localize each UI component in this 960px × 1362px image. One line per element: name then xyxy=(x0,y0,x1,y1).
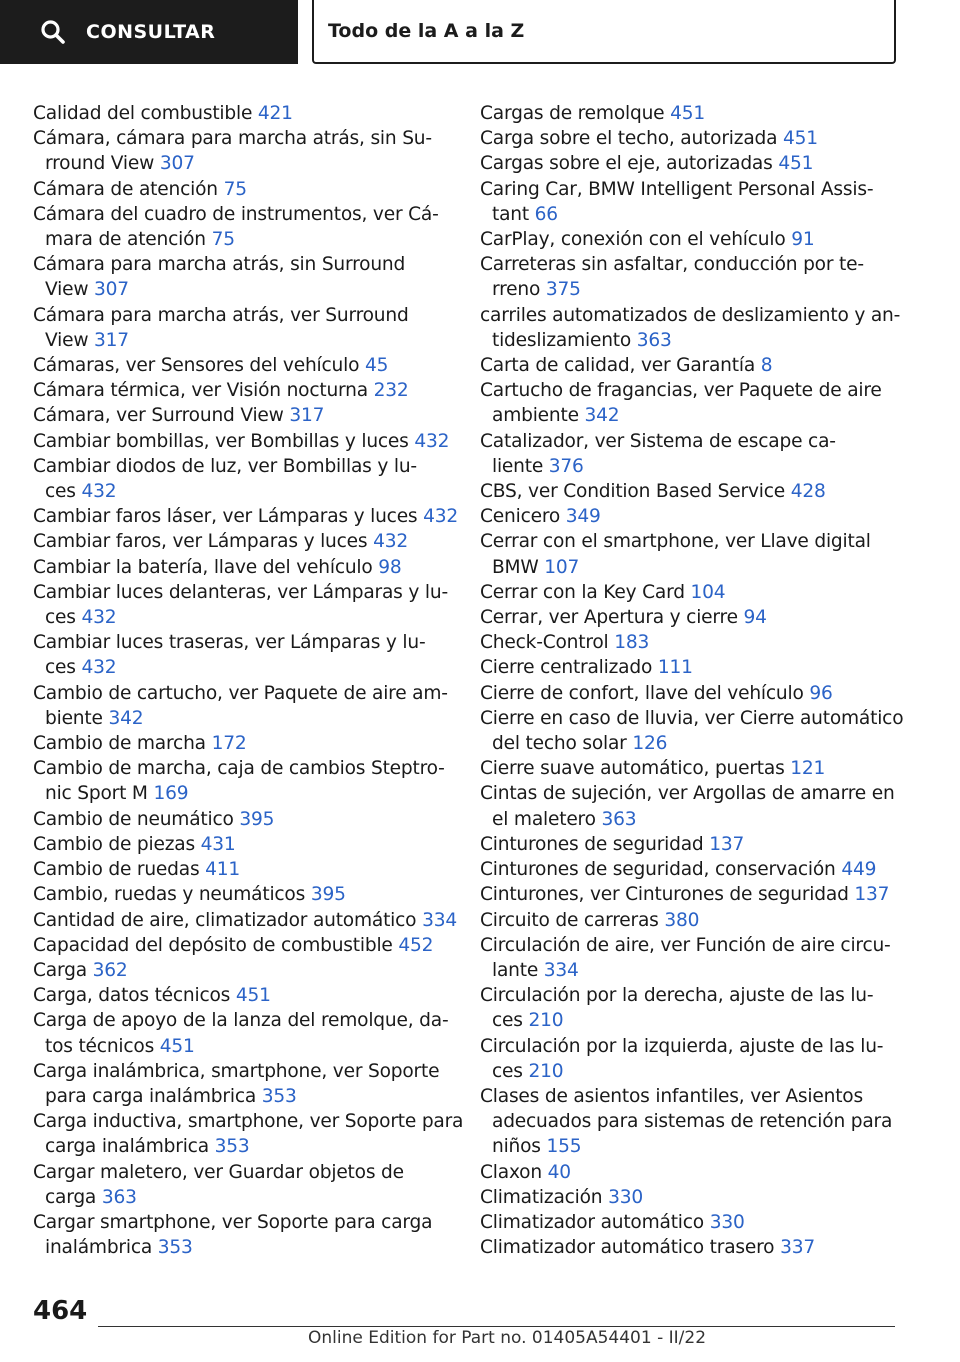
index-entry xyxy=(480,151,900,176)
index-entry xyxy=(480,101,900,126)
index-entry xyxy=(33,681,453,731)
index-entry xyxy=(480,1084,900,1160)
page-reference-link[interactable]: 451 xyxy=(670,103,705,124)
page-reference-link[interactable]: 334 xyxy=(422,909,457,931)
index-entry-text: liente xyxy=(492,455,549,477)
page-reference-link[interactable]: 126 xyxy=(632,733,668,755)
index-entry-text: Cambiar diodos de luz, ver Bombillas y lu- xyxy=(33,455,417,477)
page-reference-link[interactable]: 375 xyxy=(545,279,581,301)
page-reference-link[interactable]: 210 xyxy=(528,1060,564,1082)
page-reference-link[interactable]: 104 xyxy=(690,581,726,603)
page-reference-link[interactable]: 107 xyxy=(544,556,580,578)
page-reference-link[interactable]: 376 xyxy=(548,455,584,477)
index-entry xyxy=(33,303,453,353)
index-entry xyxy=(480,580,900,605)
index-entry xyxy=(33,101,453,126)
page-reference-link[interactable]: 353 xyxy=(214,1136,250,1158)
index-entry xyxy=(480,1034,900,1084)
index-entry-text: Climatizador automático xyxy=(480,1211,710,1233)
index-entry-text: rround View xyxy=(45,153,160,175)
index-entry xyxy=(33,983,453,1008)
index-entry-text: Circulación por la izquierda, ajuste de las lu- xyxy=(480,1035,884,1057)
index-entry xyxy=(480,252,900,302)
index-entry-text: Clases de asientos infantiles, ver Asientos xyxy=(480,1085,863,1107)
index-entry xyxy=(480,378,900,428)
index-entry-text: Cámara, ver Surround View xyxy=(33,405,290,427)
index-entry-text: Cámaras, ver Sensores del vehículo xyxy=(33,355,365,377)
index-entry-text: View xyxy=(45,329,95,351)
index-entry-text: carga inalámbrica xyxy=(45,1136,215,1158)
index-entry xyxy=(33,756,453,806)
index-entry xyxy=(33,731,453,756)
index-entry-text: Circulación por la derecha, ajuste de las lu- xyxy=(480,985,874,1007)
index-entry xyxy=(33,177,453,202)
index-entry xyxy=(33,555,453,580)
index-entry-text: Carga, datos técnicos xyxy=(33,985,236,1007)
index-entry xyxy=(480,630,900,655)
index-entry-text: Cámara para marcha atrás, sin Surround xyxy=(33,254,406,276)
index-entry xyxy=(480,353,900,378)
index-entry xyxy=(33,403,453,428)
index-entry-text: Cierre de confort, llave del vehículo xyxy=(480,682,810,704)
index-entry xyxy=(33,252,453,302)
index-entry xyxy=(480,756,900,781)
index-entry xyxy=(33,580,453,630)
index-entry xyxy=(33,378,453,403)
index-entry xyxy=(33,1160,453,1210)
index-entry xyxy=(33,933,453,958)
page-reference-link[interactable]: 137 xyxy=(709,833,745,855)
index-entry xyxy=(480,655,900,680)
index-entry-text: Cámara para marcha atrás, ver Surround xyxy=(33,304,409,326)
search-icon xyxy=(40,19,66,45)
index-entry xyxy=(480,227,900,252)
index-entry xyxy=(480,1210,900,1235)
index-entry xyxy=(33,908,457,933)
index-entry-text: ces xyxy=(45,481,82,503)
index-entry-text: Cambiar la batería, llave del vehículo xyxy=(33,556,379,578)
index-entry xyxy=(480,882,900,907)
index-entry-text: tideslizamiento xyxy=(492,329,637,351)
page-reference-link[interactable]: 155 xyxy=(546,1136,582,1158)
page-reference-link[interactable]: 121 xyxy=(790,758,826,780)
page-reference-link[interactable]: 363 xyxy=(601,808,637,830)
index-entry xyxy=(480,1160,900,1185)
index-entry xyxy=(33,630,453,680)
index-entry xyxy=(33,1210,453,1260)
index-entry xyxy=(480,429,900,479)
index-column-right xyxy=(480,101,904,1260)
index-entry xyxy=(480,781,900,831)
page-reference-link[interactable]: 40 xyxy=(547,1161,571,1183)
index-entry-text: Climatización xyxy=(480,1186,609,1208)
index-entry xyxy=(33,807,453,832)
page-reference-link[interactable]: 452 xyxy=(398,934,434,956)
index-column-left xyxy=(33,101,464,1260)
index-entry-text: carriles automatizados de deslizamiento y an- xyxy=(480,304,901,326)
index-entry-text: Check-Control xyxy=(480,632,615,654)
index-entry-text: para carga inalámbrica xyxy=(45,1085,262,1107)
index-entry xyxy=(33,857,453,882)
page-number: 464 xyxy=(33,1296,88,1326)
page-reference-link[interactable]: 432 xyxy=(414,430,450,452)
index-entry xyxy=(480,983,900,1033)
index-entry xyxy=(480,529,900,579)
page-reference-link[interactable]: 428 xyxy=(790,481,826,503)
index-entry-text: rreno xyxy=(492,279,546,301)
page-reference-link[interactable]: 232 xyxy=(373,380,409,402)
index-entry-text: niños xyxy=(492,1136,547,1158)
index-entry xyxy=(480,832,900,857)
index-entry-text: Climatizador automático trasero xyxy=(480,1237,781,1259)
page-reference-link[interactable]: 307 xyxy=(94,279,129,301)
page-reference-link[interactable]: 45 xyxy=(364,355,389,377)
page-reference-link[interactable]: 363 xyxy=(636,329,672,351)
index-entry-text: Cerrar, ver Apertura y cierre xyxy=(480,607,744,629)
index-entry-text: Cintas de sujeción, ver Argollas de amarre en xyxy=(480,783,895,805)
footer-divider xyxy=(98,1326,895,1327)
index-entry-text: CarPlay, conexión con el vehículo xyxy=(480,229,792,251)
page-reference-link[interactable]: 210 xyxy=(528,1010,564,1032)
page-reference-link[interactable]: 8 xyxy=(760,355,773,377)
index-entry-text: Carga xyxy=(33,959,93,981)
index-entry-text: Cambio de marcha xyxy=(33,733,212,755)
page-reference-link[interactable]: 342 xyxy=(584,405,620,427)
index-entry-text: Cinturones de seguridad xyxy=(480,833,710,855)
index-entry-text: del techo solar xyxy=(492,733,633,755)
page-reference-link[interactable]: 330 xyxy=(608,1186,643,1208)
page-reference-link[interactable]: 380 xyxy=(664,909,700,931)
index-entry xyxy=(33,958,453,983)
index-entry xyxy=(480,303,900,353)
page-reference-link[interactable]: 342 xyxy=(108,707,144,729)
index-entry-text: Cierre suave automático, puertas xyxy=(480,758,791,780)
index-entry-text: Cambio de ruedas xyxy=(33,859,206,881)
index-entry-text: Cierre centralizado xyxy=(480,657,658,679)
page-reference-link[interactable]: 431 xyxy=(200,833,236,855)
index-entry-text: Cinturones de seguridad, conservación xyxy=(480,859,842,881)
index-entry xyxy=(33,1109,464,1159)
index-entry-text: mara de atención xyxy=(45,229,212,251)
index-entry-text: Caring Car, BMW Intelligent Personal Assis- xyxy=(480,178,874,200)
index-entry xyxy=(480,681,900,706)
index-entry xyxy=(33,429,453,454)
index-entry xyxy=(33,504,459,529)
page-reference-link[interactable]: 94 xyxy=(743,607,767,629)
index-entry xyxy=(480,857,900,882)
index-entry xyxy=(480,933,900,983)
index-entry xyxy=(33,202,453,252)
page-reference-link[interactable]: 353 xyxy=(157,1237,193,1259)
index-entry-text: lante xyxy=(492,959,544,981)
page-reference-link[interactable]: 307 xyxy=(159,153,195,175)
tab-section-a-z[interactable] xyxy=(312,0,896,64)
index-entry-text: ambiente xyxy=(492,405,585,427)
index-entry-text: Cantidad de aire, climatizador automático xyxy=(33,909,423,931)
index-entry-text: Catalizador, ver Sistema de escape ca- xyxy=(480,430,836,452)
index-entry-text: Cerrar con la Key Card xyxy=(480,581,691,603)
index-entry-text: Cargar smartphone, ver Soporte para carga xyxy=(33,1211,433,1233)
tab-consultar[interactable] xyxy=(0,0,298,64)
index-entry xyxy=(480,908,900,933)
index-entry-text: el maletero xyxy=(492,808,602,830)
index-entry-text: Cambiar luces traseras, ver Lámparas y lu- xyxy=(33,632,426,654)
page-reference-link[interactable]: 451 xyxy=(778,153,814,175)
page-reference-link[interactable]: 330 xyxy=(709,1211,745,1233)
index-entry-text: Cambiar faros láser, ver Lámparas y luces xyxy=(33,506,424,528)
index-entry xyxy=(480,605,900,630)
index-entry xyxy=(480,504,900,529)
index-entry-text: Cambio de piezas xyxy=(33,833,201,855)
page-reference-link[interactable]: 451 xyxy=(159,1035,195,1057)
index-entry-text: Circulación de aire, ver Función de aire circu- xyxy=(480,934,891,956)
index-entry-text: Cambiar bombillas, ver Bombillas y luces xyxy=(33,430,415,452)
page-reference-link[interactable]: 317 xyxy=(94,329,129,351)
index-entry-text: inalámbrica xyxy=(45,1237,158,1259)
index-entry-text: Calidad del combustible xyxy=(33,103,258,124)
index-entry-text: Carta de calidad, ver Garantía xyxy=(480,355,761,377)
tab-section-label: Todo de la A a la Z xyxy=(328,20,525,42)
index-entry-text: Cambiar faros, ver Lámparas y luces xyxy=(33,531,374,553)
index-entry xyxy=(33,126,453,176)
index-entry-text: ces xyxy=(45,607,82,629)
index-entry-text: Cambio, ruedas y neumáticos xyxy=(33,884,311,906)
page-reference-link[interactable]: 451 xyxy=(235,985,271,1007)
index-entry-text: Cenicero xyxy=(480,506,566,528)
index-entry xyxy=(33,454,453,504)
footer-edition-text: Online Edition for Part no. 01405A54401 - II/22 xyxy=(308,1328,707,1348)
index-entry-text: Cambio de marcha, caja de cambios Steptro- xyxy=(33,758,445,780)
page-reference-link[interactable]: 75 xyxy=(223,178,247,200)
index-entry xyxy=(480,706,904,756)
index-entry-text: Carga sobre el techo, autorizada xyxy=(480,128,784,150)
index-entry-text: Claxon xyxy=(480,1161,548,1183)
index-entry-text: nic Sport M xyxy=(45,783,154,805)
index-entry xyxy=(33,529,453,554)
index-entry-text: Carreteras sin asfaltar, conducción por te- xyxy=(480,254,864,276)
index-entry-text: Cambiar luces delanteras, ver Lámparas y lu- xyxy=(33,581,448,603)
index-entry xyxy=(33,353,453,378)
index-entry-text: Carga inalámbrica, smartphone, ver Soporte xyxy=(33,1060,440,1082)
index-entry-text: View xyxy=(45,279,95,301)
index-entry-text: ces xyxy=(45,657,82,679)
page-reference-link[interactable]: 349 xyxy=(565,506,601,528)
page-reference-link[interactable]: 183 xyxy=(614,632,650,654)
index-entry-text: ces xyxy=(492,1010,529,1032)
index-entry-text: Cargas sobre el eje, autorizadas xyxy=(480,153,779,175)
page-reference-link[interactable]: 169 xyxy=(153,783,189,805)
index-entry-text: Cambio de cartucho, ver Paquete de aire am- xyxy=(33,682,448,704)
index-entry-text: Cargar maletero, ver Guardar objetos de xyxy=(33,1161,404,1183)
index-entry xyxy=(33,1059,453,1109)
page-reference-link[interactable]: 337 xyxy=(780,1237,815,1259)
index-entry-text: Circuito de carreras xyxy=(480,909,665,931)
index-entry xyxy=(480,1185,900,1210)
index-entry-text: Cierre en caso de lluvia, ver Cierre automático xyxy=(480,707,904,729)
page-reference-link[interactable]: 66 xyxy=(534,203,558,225)
index-entry-text: tos técnicos xyxy=(45,1035,160,1057)
page-reference-link[interactable]: 91 xyxy=(791,229,815,251)
page-reference-link[interactable]: 137 xyxy=(854,884,890,906)
page-reference-link[interactable]: 432 xyxy=(81,657,117,679)
index-entry xyxy=(33,1008,453,1058)
index-entry-text: Capacidad del depósito de combustible xyxy=(33,934,399,956)
page-reference-link[interactable]: 451 xyxy=(783,128,818,150)
index-entry-text: Cámara, cámara para marcha atrás, sin Su- xyxy=(33,128,432,150)
index-entry-text: Cámara de atención xyxy=(33,178,224,200)
page-reference-link[interactable]: 353 xyxy=(261,1085,297,1107)
index-entry xyxy=(480,1235,900,1260)
index-entry-text: Cambio de neumático xyxy=(33,808,240,830)
page-reference-link[interactable]: 449 xyxy=(841,859,877,881)
index-entry xyxy=(480,177,900,227)
index-entry-text: biente xyxy=(45,707,109,729)
index-entry-text: ces xyxy=(492,1060,529,1082)
page-reference-link[interactable]: 411 xyxy=(205,859,241,881)
index-entry-text: adecuados para sistemas de retención para xyxy=(492,1111,893,1133)
index-entry-text: Cinturones, ver Cinturones de seguridad xyxy=(480,884,855,906)
page-reference-link[interactable]: 334 xyxy=(543,959,579,981)
page-reference-link[interactable]: 432 xyxy=(423,506,459,528)
index-entry-text: tant xyxy=(492,203,535,225)
page-reference-link[interactable]: 172 xyxy=(211,733,247,755)
index-entry xyxy=(480,126,900,151)
index-entry-text: Cartucho de fragancias, ver Paquete de aire xyxy=(480,380,882,402)
page-reference-link[interactable]: 432 xyxy=(81,481,117,503)
index-entry-text: Cámara del cuadro de instrumentos, ver Cá- xyxy=(33,203,439,225)
index-entry-text: Carga de apoyo de la lanza del remolque, da- xyxy=(33,1010,449,1032)
page-reference-link[interactable]: 317 xyxy=(289,405,325,427)
page-reference-link[interactable]: 363 xyxy=(101,1186,137,1208)
index-entry-text: carga xyxy=(45,1186,102,1208)
page-reference-link[interactable]: 432 xyxy=(373,531,408,553)
page-reference-link[interactable]: 362 xyxy=(92,959,128,981)
page-reference-link[interactable]: 96 xyxy=(809,682,833,704)
page-reference-link[interactable]: 111 xyxy=(657,657,693,679)
index-entry-text: Cerrar con el smartphone, ver Llave digital xyxy=(480,531,871,553)
index-entry-text: Cámara térmica, ver Visión nocturna xyxy=(33,380,374,402)
page-reference-link[interactable]: 98 xyxy=(378,556,402,578)
index-entry-text: CBS, ver Condition Based Service xyxy=(480,481,791,503)
index-entry xyxy=(480,479,900,504)
index-entry-text: BMW xyxy=(492,556,545,578)
page-reference-link[interactable]: 395 xyxy=(239,808,275,830)
tab-consultar-label: CONSULTAR xyxy=(86,21,216,43)
page-reference-link[interactable]: 421 xyxy=(257,103,293,124)
page-reference-link[interactable]: 75 xyxy=(211,229,235,251)
page-reference-link[interactable]: 395 xyxy=(310,884,346,906)
index-entry xyxy=(33,882,453,907)
index-entry xyxy=(33,832,453,857)
index-entry-text: Cargas de remolque xyxy=(480,103,671,124)
page-reference-link[interactable]: 432 xyxy=(81,607,117,629)
index-entry-text: Carga inductiva, smartphone, ver Soporte para xyxy=(33,1111,464,1133)
